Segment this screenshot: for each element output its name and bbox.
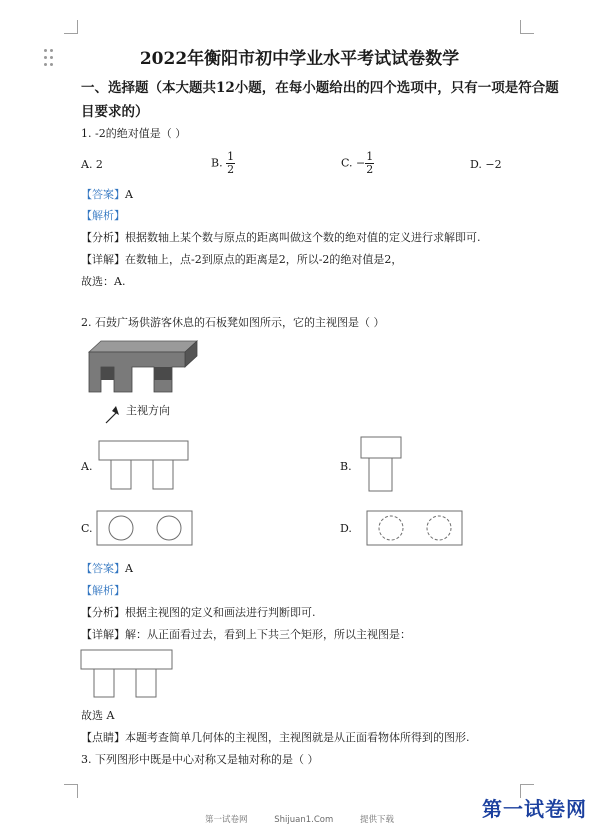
q2-option-a-label: A. — [81, 460, 93, 473]
answer-value: A — [125, 562, 133, 575]
q1-analysis-tag: 【解析】 — [81, 209, 125, 222]
fraction-numerator: 1 — [227, 150, 235, 163]
q2-option-d-label: D. — [340, 522, 352, 535]
q1-option-b-fraction — [226, 151, 235, 176]
view-direction-label: 主视方向 — [126, 404, 170, 417]
q2-answer — [81, 562, 133, 576]
footer-download-text: 提供下载 — [359, 815, 394, 825]
xiangjie-tag: 【详解】 — [81, 628, 125, 641]
q2-analysis-tag: 【解析】 — [81, 584, 125, 597]
answer-tag: 【答案】 — [81, 188, 125, 201]
q1-option-c-fraction — [365, 151, 374, 176]
q2-option-b-figure — [360, 436, 405, 494]
q2-fenxi — [81, 606, 316, 620]
xiangjie-tag: 【详解】 — [81, 253, 125, 266]
q3-stem: 3. 下列图形中既是中心对称又是轴对称的是（ ） — [81, 753, 319, 766]
dianjing-tag: 【点睛】 — [81, 731, 125, 744]
answer-tag: 【答案】 — [81, 562, 125, 575]
q1-option-a: A. 2 — [81, 158, 103, 171]
q1-conclusion: 故选：A. — [81, 275, 126, 288]
q1-xiangjie — [81, 253, 402, 267]
site-logo: 第一试卷网 — [482, 797, 587, 821]
section-header: 一、选择题（本大题共12小题，在每小题给出的四个选项中，只有一项是符合题目要求的） — [81, 80, 559, 120]
q2-answer-front-view-figure — [79, 648, 175, 700]
answer-value: A — [125, 188, 133, 201]
q2-xiangjie — [81, 628, 411, 642]
q2-option-d-figure — [366, 510, 464, 548]
q2-option-a-figure — [97, 440, 191, 492]
q1-option-c — [341, 151, 374, 176]
q1-option-c-label: C. — [341, 156, 353, 170]
q1-answer — [81, 188, 133, 202]
q1-option-d: D. −2 — [470, 158, 502, 171]
fenxi-tag: 【分析】 — [81, 231, 125, 244]
dianjing-text: 本题考查简单几何体的主视图，主视图就是从正面看物体所得到的图形. — [125, 731, 470, 744]
q2-stem: 2. 石鼓广场供游客休息的石板凳如图所示，它的主视图是（ ） — [81, 316, 385, 329]
fraction-denominator: 2 — [227, 163, 235, 176]
fraction-numerator: 1 — [366, 150, 374, 163]
fraction-denominator: 2 — [366, 163, 374, 176]
footer-site-name: 第一试卷网 — [205, 815, 248, 825]
q1-option-b-label: B. — [211, 156, 223, 170]
minus-sign: − — [356, 156, 366, 170]
q2-option-c-label: C. — [81, 522, 93, 535]
xiangjie-text: 在数轴上，点-2到原点的距离是2，所以-2的绝对值是2， — [125, 253, 403, 266]
page-title: 2022年衡阳市初中学业水平考试试卷数学 — [139, 49, 460, 69]
q2-option-b-label: B. — [340, 460, 352, 473]
q2-conclusion: 故选 A — [81, 709, 115, 722]
q2-option-c-figure — [96, 510, 194, 548]
footer-site-url: Shijuan1.Com — [274, 815, 334, 825]
xiangjie-text: 解：从正面看过去，看到上下共三个矩形，所以主视图是： — [125, 628, 411, 641]
q1-stem: 1. -2的绝对值是（ ） — [81, 127, 187, 140]
fenxi-text: 根据主视图的定义和画法进行判断即可. — [125, 606, 316, 619]
q1-fenxi — [81, 231, 481, 245]
q2-dianjing — [81, 731, 470, 745]
fenxi-tag: 【分析】 — [81, 606, 125, 619]
fenxi-text: 根据数轴上某个数与原点的距离叫做这个数的绝对值的定义进行求解即可. — [125, 231, 481, 244]
q1-option-b — [211, 151, 235, 176]
